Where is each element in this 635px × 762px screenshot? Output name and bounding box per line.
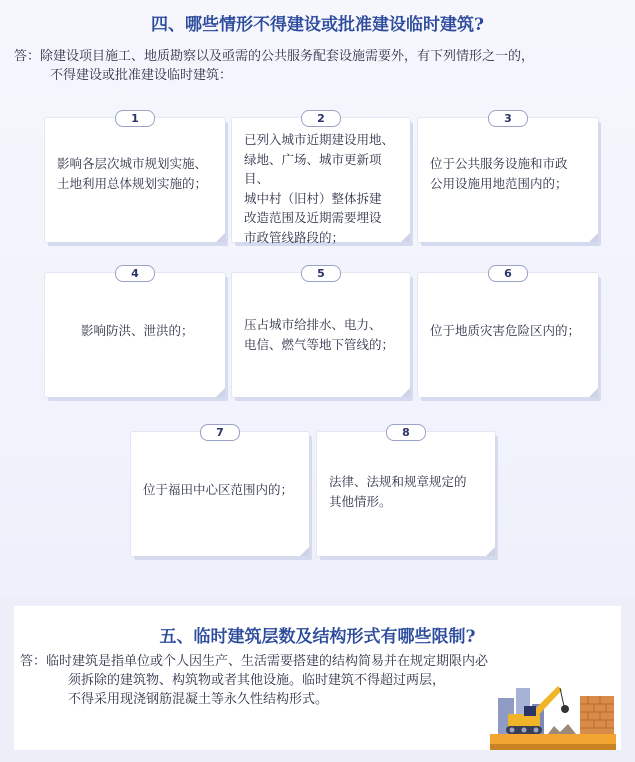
card-text <box>329 472 485 512</box>
ground-band <box>490 734 616 744</box>
section5-answer-line1: 答：临时建筑是指单位或个人因生产、生活需要搭建的结构简易并在规定期限内必 <box>20 654 489 669</box>
wrecking-ball-icon <box>561 705 569 713</box>
card-text-line: 已列入城市近期建设用地、 <box>244 132 395 147</box>
card-text-line: 影响各层次城市规划实施、 <box>57 156 208 171</box>
card-text <box>81 321 215 341</box>
card-number-badge: 4 <box>115 265 155 282</box>
card-number-badge: 1 <box>115 110 155 127</box>
situation-card-1 <box>45 112 225 242</box>
situation-card-4 <box>45 267 225 397</box>
card-text <box>57 154 215 194</box>
card-text-line: 位于公共服务设施和市政 <box>430 156 568 171</box>
card-text-line: 土地利用总体规划实施的； <box>57 176 208 191</box>
section5-title: 五、临时建筑层数及结构形式有哪些限制? <box>159 627 476 647</box>
section5-answer-line2: 须拆除的建筑物、构筑物或者其他设施。临时建筑不得超过两层， <box>68 673 446 688</box>
situation-card-5 <box>232 267 410 397</box>
card-text-line: 市政管线路段的； <box>244 229 345 245</box>
card-text-line: 压占城市给排水、电力、 <box>244 317 382 332</box>
card-text <box>430 154 588 194</box>
card-text-line: 其他情形。 <box>329 494 392 509</box>
card-number-badge: 8 <box>386 424 426 441</box>
card-text-line: 改造范围及近期需要埋设 <box>244 210 382 225</box>
card-text-line: 城中村（旧村）整体拆建 <box>244 190 382 206</box>
card-text-line: 法律、法规和规章规定的 <box>329 474 467 489</box>
card-text-line: 绿地、广场、城市更新项目、 <box>244 151 382 186</box>
crane-cable <box>560 688 564 706</box>
ground-shadow <box>490 744 616 750</box>
card-text <box>430 321 588 341</box>
situation-card-3 <box>418 112 598 242</box>
excavator-cab-icon <box>524 706 536 716</box>
situation-card-7 <box>131 426 309 556</box>
excavator-body-icon <box>508 714 540 728</box>
card-number-badge: 7 <box>200 424 240 441</box>
situation-card-2 <box>232 112 410 245</box>
card-text-line: 位于地质灾害危险区内的； <box>430 323 581 338</box>
card-text <box>244 315 400 355</box>
card-text <box>244 130 400 247</box>
section4-answer-line2: 不得建设或批准建设临时建筑： <box>50 68 233 83</box>
card-number-badge: 5 <box>301 265 341 282</box>
card-text-line: 公用设施用地范围内的； <box>430 176 568 191</box>
section5-answer-line3: 不得采用现浇钢筋混凝土等永久性结构形式。 <box>68 692 329 707</box>
wheel-icon <box>522 728 527 733</box>
wheel-icon <box>534 728 539 733</box>
section4-answer-line1: 答：除建设项目施工、地质勘察以及亟需的公共服务配套设施需要外，有下列情形之一的， <box>14 49 535 64</box>
section4-answer <box>14 47 624 85</box>
card-text <box>143 480 299 500</box>
rubble-icon <box>548 724 576 734</box>
section4-title: 四、哪些情形不得建设或批准建设临时建筑? <box>151 15 484 35</box>
card-number-badge: 2 <box>301 110 341 127</box>
card-text-line: 电信、燃气等地下管线的； <box>244 337 395 352</box>
card-text-line: 位于福田中心区范围内的； <box>143 482 294 497</box>
construction-illustration <box>488 676 618 752</box>
card-number-badge: 3 <box>488 110 528 127</box>
card-number-badge: 6 <box>488 265 528 282</box>
card-text-line: 影响防洪、泄洪的； <box>81 323 194 338</box>
wheel-icon <box>510 728 515 733</box>
situation-card-6 <box>418 267 598 397</box>
situation-card-8 <box>317 426 495 556</box>
